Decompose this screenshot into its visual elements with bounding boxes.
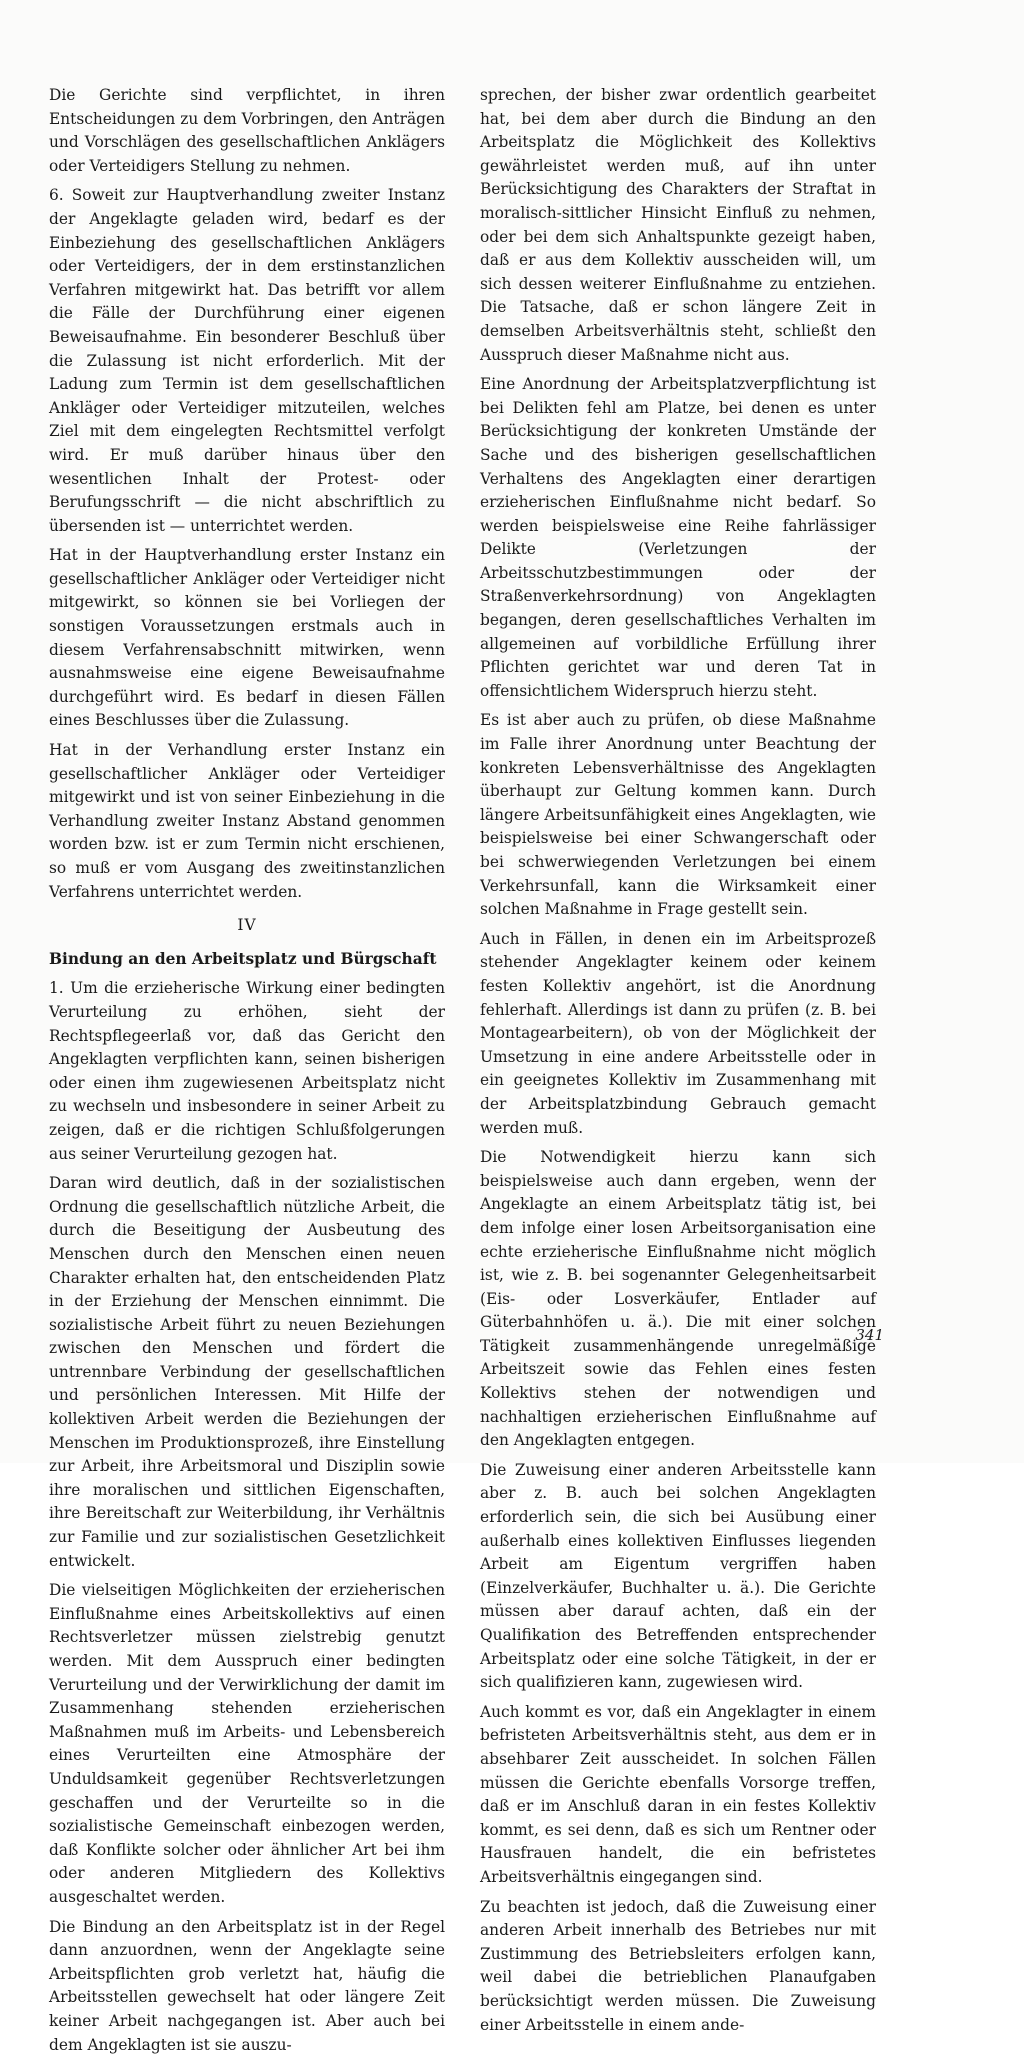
paragraph: sprechen, der bisher zwar ordentlich gearbeitet hat, bei dem aber durch die Bindung an den Arbeitsplatz die Möglichkeit des Kollektivs gewährleistet werden muß, auf ihn unter Berücksichtigung des Charakters der Straftat in moralisch-sittlicher Hinsicht Einfluß zu nehmen, oder bei dem sich Anhaltspunkte gezeigt haben, daß er aus dem Kollektiv ausscheiden will, um sich dessen weiterer Einflußnahme zu entziehen. Die Tatsache, daß er schon längere Zeit in demselben Arbeitsverhältnis steht, schließt den Ausspruch dieser Maßnahme nicht aus.	[480, 86, 876, 364]
paragraph: Die Gerichte sind verpflichtet, in ihren Entscheidungen zu dem Vorbringen, den Anträgen und Vorschlägen des gesellschaftlichen Anklägers oder Verteidigers Stellung zu nehmen.	[49, 86, 445, 175]
paragraph: Die vielseitigen Möglichkeiten der erzieherischen Einflußnahme eines Arbeitskollektivs auf einen Rechtsverletzer müssen zielstrebig genutzt werden. Mit dem Ausspruch einer bedingten Verurteilung und der Verwirklichung der damit im Zusammenhang stehenden erzieherischen Maßnahmen muß im Arbeits- und Lebensbereich eines Verurteilten eine Atmosphäre der Unduldsamkeit gegenüber Rechtsverletzungen geschaffen und der Verurteilte so in die sozialistische Gemeinschaft einbezogen werden, daß Konflikte solcher oder ähnlicher Art bei ihm oder anderen Mitgliedern des Kollektivs ausgeschaltet werden.	[49, 1581, 445, 1906]
paragraph: Es ist aber auch zu prüfen, ob diese Maßnahme im Falle ihrer Anordnung unter Beachtung der konkreten Lebensverhältnisse des Angeklagten überhaupt zur Geltung kommen kann. Durch längere Arbeitsunfähigkeit eines Angeklagten, wie beispielsweise bei einer Schwangerschaft oder bei schwerwiegenden Verletzungen bei einem Verkehrsunfall, kann die Wirksamkeit einer solchen Maßnahme in Frage gestellt sein.	[480, 711, 876, 919]
paragraph: Auch in Fällen, in denen ein im Arbeitsprozeß stehender Angeklagter keinem oder keinem festen Kollektiv angehört, ist die Anordnung fehlerhaft. Allerdings ist dann zu prüfen (z. B. bei Montagearbeitern), ob von der Möglichkeit der Umsetzung in eine andere Arbeitsstelle oder in ein geeignetes Kollektiv im Zusammenhang mit der Arbeitsplatzbindung Gebrauch gemacht werden muß.	[480, 929, 876, 1137]
section-title: Bindung an den Arbeitsplatz und Bürgschaft	[49, 949, 437, 968]
paragraph: Hat in der Hauptverhandlung erster Instanz ein gesellschaftlicher Ankläger oder Verteidiger nicht mitgewirkt, so können sie bei Vorliegen der sonstigen Voraussetzungen erstmals auch in diesem Verfahrensabschnitt mitwirken, wenn ausnahmsweise eine eigene Beweisaufnahme durchgeführt wird. Es bedarf in diesen Fällen eines Beschlusses über die Zulassung.	[49, 546, 445, 730]
page-number: 341	[855, 1326, 884, 1344]
paragraph: Hat in der Verhandlung erster Instanz ein gesellschaftlicher Ankläger oder Verteidiger mitgewirkt und ist von seiner Einbeziehung in die Verhandlung zweiter Instanz Abstand genommen worden bzw. ist er zum Termin nicht erschienen, so muß er vom Ausgang des zweitinstanzlichen Verfahrens unterrichtet werden.	[49, 741, 445, 901]
section-number: IV	[237, 916, 257, 935]
paragraph: Zu beachten ist jedoch, daß die Zuweisung einer anderen Arbeit innerhalb des Betriebes nur mit Zustimmung des Betriebsleiters erfolgen kann, weil dabei die betrieblichen Planaufgaben berücksichtigt werden müssen. Die Zuweisung einer Arbeitsstelle in einem ande-	[480, 1897, 876, 2034]
paragraph: Die Zuweisung einer anderen Arbeitsstelle kann aber z. B. auch bei solchen Angeklagten erforderlich sein, die sich bei Ausübung einer außerhalb eines kollektiven Einflusses liegenden Arbeit am Eigentum vergriffen haben (Einzelverkäufer, Buchhalter u. ä.). Die Gerichte müssen aber darauf achten, daß ein der Qualifikation des Betreffenden entsprechender Arbeitsplatz oder eine solche Tätigkeit, in der er sich qualifizieren kann, zugewiesen wird.	[480, 1460, 876, 1692]
right-column	[480, 84, 876, 2043]
paragraph: Eine Anordnung der Arbeitsplatzverpflichtung ist bei Delikten fehl am Platze, bei denen es unter Berücksichtigung der konkreten Umstände der Sache und des bisherigen gesellschaftlichen Verhaltens des Angeklagten einer derartigen erzieherischen Einflußnahme nicht bedarf. So werden beispielsweise eine Reihe fahrlässiger Delikte (Verletzungen der Arbeitsschutzbestimmungen oder der Straßenverkehrsordnung) von Angeklagten begangen, deren gesellschaftliches Verhalten im allgemeinen auf vorbildliche Erfüllung ihrer Pflichten gerichtet war und deren Tat in offensichtlichem Widerspruch hierzu steht.	[480, 375, 876, 700]
paragraph: Die Notwendigkeit hierzu kann sich beispielsweise auch dann ergeben, wenn der Angeklagte an einem Arbeitsplatz tätig ist, bei dem infolge einer losen Arbeitsorganisation eine echte erzieherische Einflußnahme nicht möglich ist, wie z. B. bei sogenannter Gelegenheitsarbeit (Eis- oder Losverkäufer, Entlader auf Güterbahnhöfen u. ä.). Die mit einer solchen Tätigkeit zusammenhängende unregelmäßige Arbeitszeit sowie das Fehlen eines festen Kollektivs stehen der notwendigen und nachhaltigen erzieherischen Einflußnahme auf den Angeklagten entgegen.	[480, 1148, 876, 1450]
paragraph: 6. Soweit zur Hauptverhandlung zweiter Instanz der Angeklagte geladen wird, bedarf es der Einbeziehung des gesellschaftlichen Anklägers oder Verteidigers, der in dem erstinstanzlichen Verfahren mitgewirkt hat. Das betrifft vor allem die Fälle der Durchführung einer eigenen Beweisaufnahme. Ein besonderer Beschluß über die Zulassung ist nicht erforderlich. Mit der Ladung zum Termin ist dem gesellschaftlichen Ankläger oder Verteidiger mitzuteilen, welches Ziel mit dem eingelegten Rechtsmittel verfolgt wird. Er muß darüber hinaus über den wesentlichen Inhalt der Protest- oder Berufungsschrift — die nicht abschriftlich zu übersenden ist — unterrichtet werden.	[49, 186, 445, 535]
paragraph: Daran wird deutlich, daß in der sozialistischen Ordnung die gesellschaftlich nützliche Arbeit, die durch die Beseitigung der Ausbeutung des Menschen durch den Menschen einen neuen Charakter erhalten hat, den entscheidenden Platz in der Erziehung der Menschen einnimmt. Die sozialistische Arbeit führt zu neuen Beziehungen zwischen den Menschen und fördert die untrennbare Verbindung der gesellschaftlichen und persönlichen Interessen. Mit Hilfe der kollektiven Arbeit werden die Beziehungen der Menschen im Produktionsprozeß, ihre Einstellung zur Arbeit, ihre Arbeitsmoral und Disziplin sowie ihre moralischen und sittlichen Eigenschaften, ihre Bereitschaft zur Weiterbildung, ihr Verhältnis zur Familie und zur sozialistischen Gesetzlichkeit entwickelt.	[49, 1174, 445, 1570]
paragraph: 1. Um die erzieherische Wirkung einer bedingten Verurteilung zu erhöhen, sieht der Rechtspflegeerlaß vor, daß das Gericht den Angeklagten verpflichten kann, seinen bisherigen oder einen ihm zugewiesenen Arbeitsplatz nicht zu wechseln und insbesondere in seiner Arbeit zu zeigen, daß er die richtigen Schlußfolgerungen aus seiner Verurteilung gezogen hat.	[49, 979, 445, 1163]
paragraph: Die Bindung an den Arbeitsplatz ist in der Regel dann anzuordnen, wenn der Angeklagte seine Arbeitspflichten grob verletzt hat, häufig die Arbeitsstellen gewechselt hat oder längere Zeit keiner Arbeit nachgegangen ist. Aber auch bei dem Angeklagten ist sie auszu-	[49, 1917, 445, 2054]
paragraph: Auch kommt es vor, daß ein Angeklagter in einem befristeten Arbeitsverhältnis steht, aus dem er in absehbarer Zeit ausscheidet. In solchen Fällen müssen die Gerichte ebenfalls Vorsorge treffen, daß er im Anschluß daran in ein festes Kollektiv kommt, es sei denn, daß es sich um Rentner oder Hausfrauen handelt, die ein befristetes Arbeitsverhältnis eingegangen sind.	[480, 1702, 876, 1886]
left-column	[49, 84, 445, 2063]
